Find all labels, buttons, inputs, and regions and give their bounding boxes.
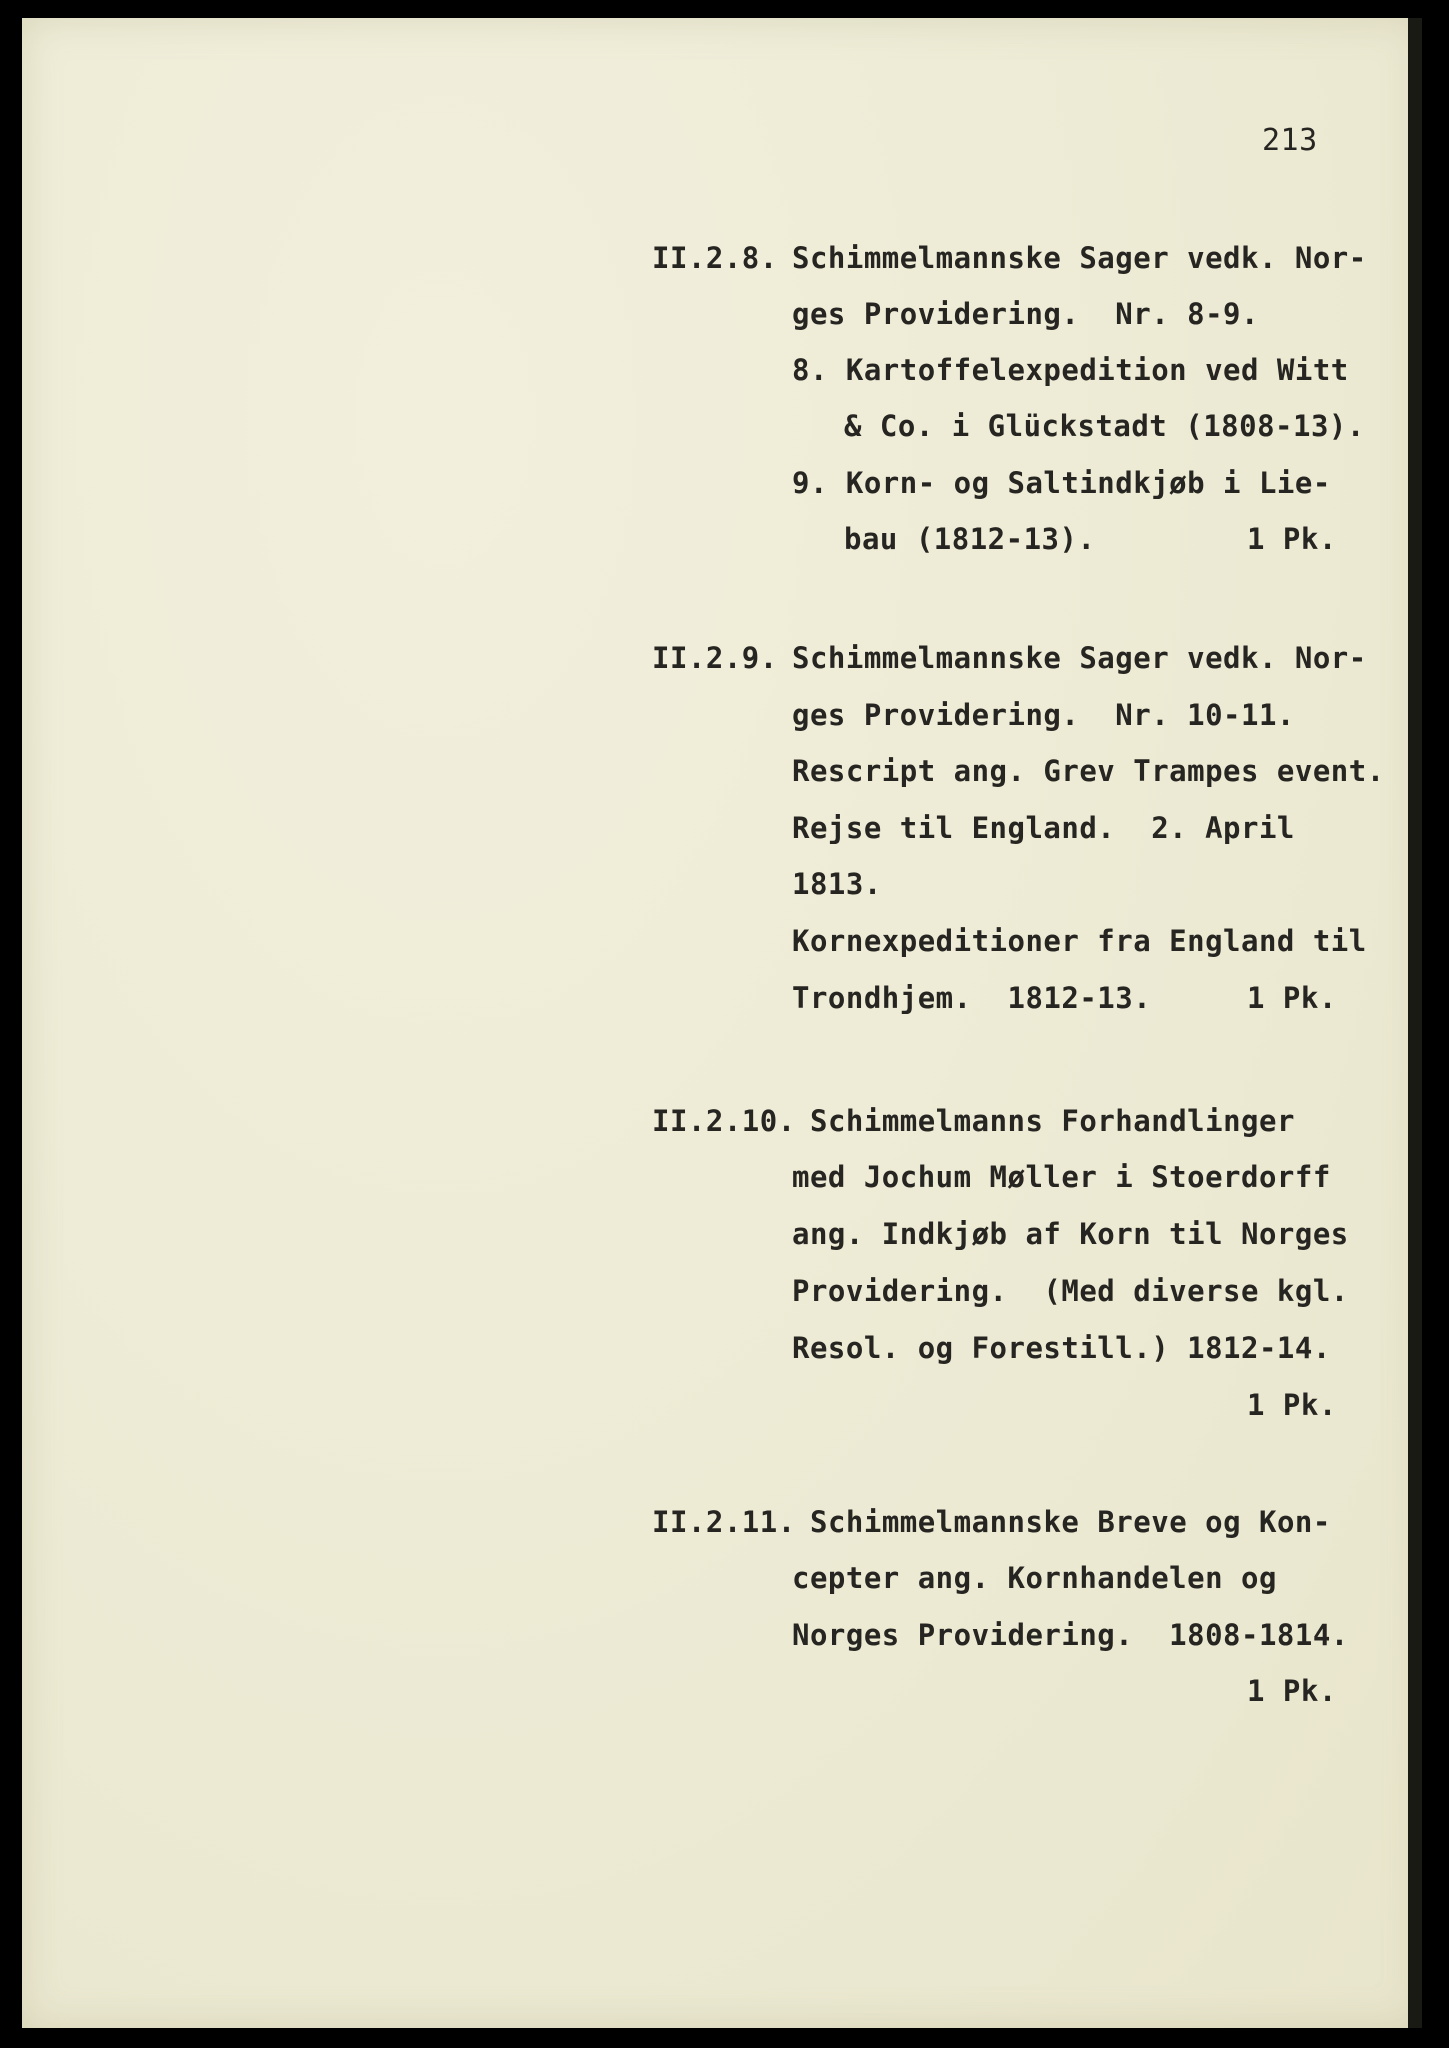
entry-line: ang. Indkjøb af Korn til Norges — [792, 1217, 1349, 1251]
entry-id: II.2.11. — [652, 1505, 796, 1539]
entry-line: Schimmelmannske Sager vedk. Nor- — [792, 241, 1367, 275]
entry-line: cepter ang. Kornhandelen og — [792, 1561, 1277, 1595]
entry-line: Schimmelmanns Forhandlinger — [810, 1104, 1295, 1138]
package-count: 1 Pk. — [1247, 1674, 1337, 1708]
entry-line: Kornexpeditioner fra England til — [792, 924, 1367, 958]
package-count: 1 Pk. — [1247, 522, 1337, 556]
package-count: 1 Pk. — [1247, 981, 1337, 1015]
page-number: 213 — [1262, 123, 1318, 158]
entry-line: Schimmelmannske Breve og Kon- — [810, 1505, 1331, 1539]
entry-line: 8. Kartoffelexpedition ved Witt — [792, 353, 1349, 387]
entry-id: II.2.10. — [652, 1104, 796, 1138]
entry-line: 9. Korn- og Saltindkjøb i Lie- — [792, 466, 1331, 500]
entry-line: 1813. — [792, 867, 882, 901]
entry-line: Rejse til England. 2. April — [792, 811, 1295, 845]
package-count: 1 Pk. — [1247, 1388, 1337, 1422]
entry-line: bau (1812-13). — [844, 522, 1096, 556]
entry-line: Resol. og Forestill.) 1812-14. — [792, 1331, 1331, 1365]
entry-line: Providering. (Med diverse kgl. — [792, 1274, 1349, 1308]
entry-line: Rescript ang. Grev Trampes event. — [792, 754, 1385, 788]
page-edge-shadow — [1408, 18, 1422, 2028]
entry-line: & Co. i Glückstadt (1808-13). — [844, 409, 1365, 443]
entry-id: II.2.9. — [652, 641, 778, 675]
entry-line: med Jochum Møller i Stoerdorff — [792, 1160, 1331, 1194]
entry-line: Norges Providering. 1808-1814. — [792, 1618, 1349, 1652]
document-page — [22, 18, 1422, 2028]
entry-id: II.2.8. — [652, 241, 778, 275]
entry-line: ges Providering. Nr. 8-9. — [792, 297, 1259, 331]
entry-line: Trondhjem. 1812-13. — [792, 981, 1152, 1015]
entry-line: Schimmelmannske Sager vedk. Nor- — [792, 641, 1367, 675]
entry-line: ges Providering. Nr. 10-11. — [792, 698, 1295, 732]
